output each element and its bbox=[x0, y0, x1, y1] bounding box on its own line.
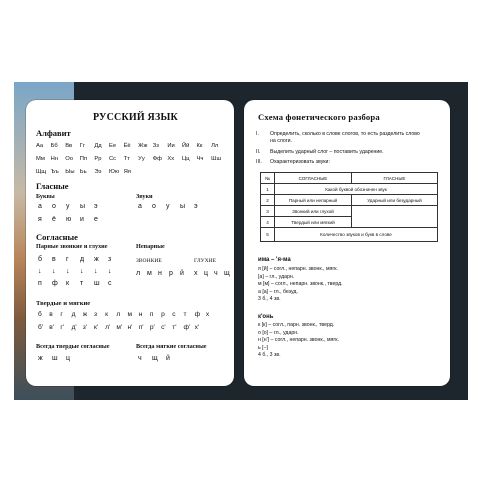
letter: Щщ bbox=[36, 169, 47, 175]
paired-voiced-row bbox=[38, 256, 122, 263]
letter: Ии bbox=[167, 143, 175, 149]
letter: в bbox=[49, 311, 53, 318]
letter: Оо bbox=[65, 156, 73, 162]
letter: ф bbox=[52, 280, 58, 287]
letter: д bbox=[80, 256, 85, 263]
letter: й bbox=[166, 355, 170, 362]
letter: ф bbox=[194, 311, 201, 318]
letter: Мм bbox=[36, 156, 45, 162]
letter: г' bbox=[60, 324, 65, 331]
letter: Пп bbox=[79, 156, 88, 162]
arrows-row bbox=[38, 268, 122, 275]
letter: ч bbox=[214, 270, 218, 277]
letter: Ёё bbox=[123, 143, 131, 149]
th-num: № bbox=[261, 173, 275, 184]
letter: Вв bbox=[65, 143, 73, 149]
example-line: ь [–] bbox=[258, 344, 268, 351]
vowel-letters-row bbox=[38, 203, 108, 210]
letter: в bbox=[52, 256, 56, 263]
example-2-word: к'онь bbox=[258, 314, 274, 320]
letter: л' bbox=[105, 324, 111, 331]
letter: с bbox=[172, 311, 176, 318]
letter: Ее bbox=[108, 143, 117, 149]
letter: Хх bbox=[167, 156, 175, 162]
letter: Яя bbox=[123, 169, 131, 175]
cell: Звонкий или глухой bbox=[275, 206, 352, 217]
cell-num: 5 bbox=[261, 228, 275, 242]
letter: Нн bbox=[50, 156, 58, 162]
letter: ↓ bbox=[52, 268, 56, 275]
letter: д bbox=[71, 311, 76, 318]
letter: п bbox=[149, 311, 154, 318]
step-2-text: Выделить ударный слог – поставить ударение. bbox=[270, 149, 384, 155]
step-2-num: II. bbox=[256, 149, 261, 155]
example-line: а [а] – гл., безуд. bbox=[258, 288, 298, 295]
letter: Лл bbox=[211, 143, 219, 149]
unpaired-voiced-row bbox=[136, 270, 191, 277]
vowel-letters-row bbox=[38, 216, 108, 223]
letter: Аа bbox=[36, 143, 44, 149]
letter: Зз bbox=[152, 143, 159, 149]
letter: ж bbox=[38, 355, 43, 362]
th-vowels: ГЛАСНЫЕ bbox=[351, 173, 437, 184]
letter: Ьь bbox=[79, 169, 87, 175]
example-line: 4 б., 3 зв. bbox=[258, 352, 281, 359]
alphabet-row bbox=[36, 169, 138, 175]
letter: з bbox=[93, 311, 97, 318]
letter: Йй bbox=[181, 143, 190, 149]
vowel-sounds-row bbox=[138, 203, 208, 210]
letter: ш bbox=[52, 355, 58, 362]
alphabet-row bbox=[36, 156, 226, 162]
letter: х bbox=[205, 311, 210, 318]
step-3-num: III. bbox=[256, 159, 262, 165]
letter: л bbox=[116, 311, 121, 318]
letter: и bbox=[80, 216, 84, 223]
letter: Ээ bbox=[94, 169, 102, 175]
letter: Бб bbox=[50, 143, 58, 149]
letter: к' bbox=[93, 324, 99, 331]
letter: о bbox=[52, 203, 56, 210]
page-title: РУССКИЙ ЯЗЫК bbox=[93, 112, 178, 123]
cell: Количество звуков и букв в слове bbox=[275, 228, 438, 242]
step-1-num: I. bbox=[256, 131, 259, 137]
paired-voiceless-row bbox=[38, 280, 122, 287]
cell-num: 4 bbox=[261, 217, 275, 228]
letter: с' bbox=[161, 324, 166, 331]
letter: ф' bbox=[183, 324, 191, 331]
letter: а bbox=[138, 203, 142, 210]
always-hard-label: Всегда твердые согласные bbox=[36, 343, 110, 350]
voiceless-label: ГЛУХИЕ bbox=[194, 258, 217, 264]
letter: б bbox=[38, 311, 42, 318]
cell: Парный или непарный bbox=[275, 195, 352, 206]
step-1-cont: на слоги. bbox=[270, 138, 292, 144]
letter: Дд bbox=[94, 143, 102, 149]
letter: я bbox=[38, 216, 42, 223]
soft-row bbox=[38, 324, 206, 331]
paired-label: Парные звонкие и глухие bbox=[36, 243, 108, 250]
letter: н bbox=[138, 311, 143, 318]
letter: ж bbox=[94, 256, 99, 263]
letter: э bbox=[194, 203, 198, 210]
letter: Юю bbox=[108, 169, 120, 175]
letter: Рр bbox=[94, 156, 102, 162]
letter: Цц bbox=[181, 156, 190, 162]
letter: ё bbox=[52, 216, 56, 223]
letter: з bbox=[108, 256, 112, 263]
letter: Сс bbox=[108, 156, 117, 162]
letter: Кк bbox=[196, 143, 203, 149]
letter: й bbox=[180, 270, 184, 277]
letter: п bbox=[38, 280, 42, 287]
letter: х bbox=[194, 270, 198, 277]
th-consonants: СОГЛАСНЫЕ bbox=[275, 173, 352, 184]
letter: Гг bbox=[79, 143, 86, 149]
letter: р bbox=[169, 270, 173, 277]
letter: ↓ bbox=[80, 268, 84, 275]
letter: ю bbox=[66, 216, 72, 223]
letter: д' bbox=[71, 324, 77, 331]
letter: Тт bbox=[123, 156, 130, 162]
hard-soft-heading: Твердые и мягкие bbox=[36, 300, 91, 307]
cell: Ударный или безударный bbox=[351, 195, 437, 206]
cell: Какой буквой обозначен звук bbox=[275, 184, 438, 195]
voiced-label: ЗВОНКИЕ bbox=[136, 258, 162, 264]
example-line: [а] – гл., ударн. bbox=[258, 273, 295, 280]
alphabet-row bbox=[36, 143, 226, 149]
example-line: м [м] – согл., непарн. звонк., тверд. bbox=[258, 281, 343, 288]
letter: ы bbox=[80, 203, 86, 210]
always-soft-label: Всегда мягкие согласные bbox=[136, 343, 207, 350]
letter: т' bbox=[172, 324, 177, 331]
example-line: н [н'] – согл., непарн. звонк., мягк. bbox=[258, 337, 339, 344]
example-line: 3 б., 4 зв. bbox=[258, 296, 281, 303]
letter: щ bbox=[152, 355, 158, 362]
always-soft-row bbox=[138, 355, 180, 362]
cell-empty bbox=[351, 206, 437, 228]
example-1-word: има – 'я-ма bbox=[258, 257, 291, 263]
letter: м bbox=[147, 270, 152, 277]
letter: с bbox=[108, 280, 112, 287]
letter: а bbox=[38, 203, 42, 210]
letter: ↓ bbox=[38, 268, 42, 275]
letter: ы bbox=[180, 203, 186, 210]
letter: р bbox=[161, 311, 165, 318]
letter: г bbox=[66, 256, 69, 263]
step-3-text: Охарактеризовать звуки: bbox=[270, 159, 330, 165]
letter: щ bbox=[224, 270, 230, 277]
letter: у bbox=[66, 203, 70, 210]
consonants-heading: Согласные bbox=[36, 232, 78, 242]
letter: к bbox=[105, 311, 109, 318]
letter: т bbox=[80, 280, 84, 287]
letter: Фф bbox=[152, 156, 162, 162]
letter: в' bbox=[49, 324, 54, 331]
always-hard-row bbox=[38, 355, 80, 362]
letter: ↓ bbox=[108, 268, 112, 275]
step-1-text: Определить, сколько в слове слогов, то есть разделить слово bbox=[270, 131, 420, 137]
letter: п' bbox=[138, 324, 144, 331]
unpaired-voiceless-row bbox=[194, 270, 234, 277]
letter: е bbox=[94, 216, 98, 223]
letter: Ъъ bbox=[50, 169, 59, 175]
letter: ц bbox=[204, 270, 209, 277]
unpaired-label: Непарные bbox=[136, 243, 165, 250]
cell: Твердый или мягкий bbox=[275, 217, 352, 228]
letter: Уу bbox=[138, 156, 145, 162]
letter: к bbox=[66, 280, 70, 287]
letter: м bbox=[127, 311, 133, 318]
letter: б bbox=[38, 256, 43, 263]
cell-num: 1 bbox=[261, 184, 275, 195]
letter: х' bbox=[194, 324, 200, 331]
letter: н bbox=[158, 270, 162, 277]
letter: Ыы bbox=[65, 169, 75, 175]
letter: ш bbox=[94, 280, 100, 287]
example-line: к [к] – согл., парн. звонк., тверд. bbox=[258, 322, 335, 328]
letter: э bbox=[94, 203, 98, 210]
cell-num: 3 bbox=[261, 206, 275, 217]
letter: н' bbox=[127, 324, 133, 331]
letter: Чч bbox=[196, 156, 204, 162]
letter: б' bbox=[38, 324, 44, 331]
sounds-label: Звуки bbox=[136, 193, 153, 200]
letter: о bbox=[152, 203, 156, 210]
letter: ц bbox=[66, 355, 71, 362]
letter: ч bbox=[138, 355, 142, 362]
phonetic-table bbox=[260, 172, 438, 242]
letter: ↓ bbox=[94, 268, 98, 275]
vowels-heading: Гласные bbox=[36, 181, 69, 191]
letter: р' bbox=[149, 324, 155, 331]
letter: Шш bbox=[211, 156, 222, 162]
example-line: о [о] – гл., ударн. bbox=[258, 329, 299, 336]
right-title: Схема фонетического разбора bbox=[258, 112, 380, 122]
alphabet-heading: Алфавит bbox=[36, 128, 71, 138]
cell-num: 2 bbox=[261, 195, 275, 206]
letters-label: Буквы bbox=[36, 193, 55, 200]
letter: ж bbox=[82, 311, 88, 318]
letter: м' bbox=[116, 324, 123, 331]
hard-row bbox=[38, 311, 217, 318]
letter: з' bbox=[82, 324, 88, 331]
letter: ↓ bbox=[66, 268, 70, 275]
letter: г bbox=[60, 311, 63, 318]
letter: у bbox=[166, 203, 170, 210]
letter: Жж bbox=[138, 143, 148, 149]
letter: т bbox=[183, 311, 187, 318]
letter: л bbox=[136, 270, 141, 277]
example-line: я [й] – согл., непарн. звонк., мягк. bbox=[258, 266, 338, 272]
